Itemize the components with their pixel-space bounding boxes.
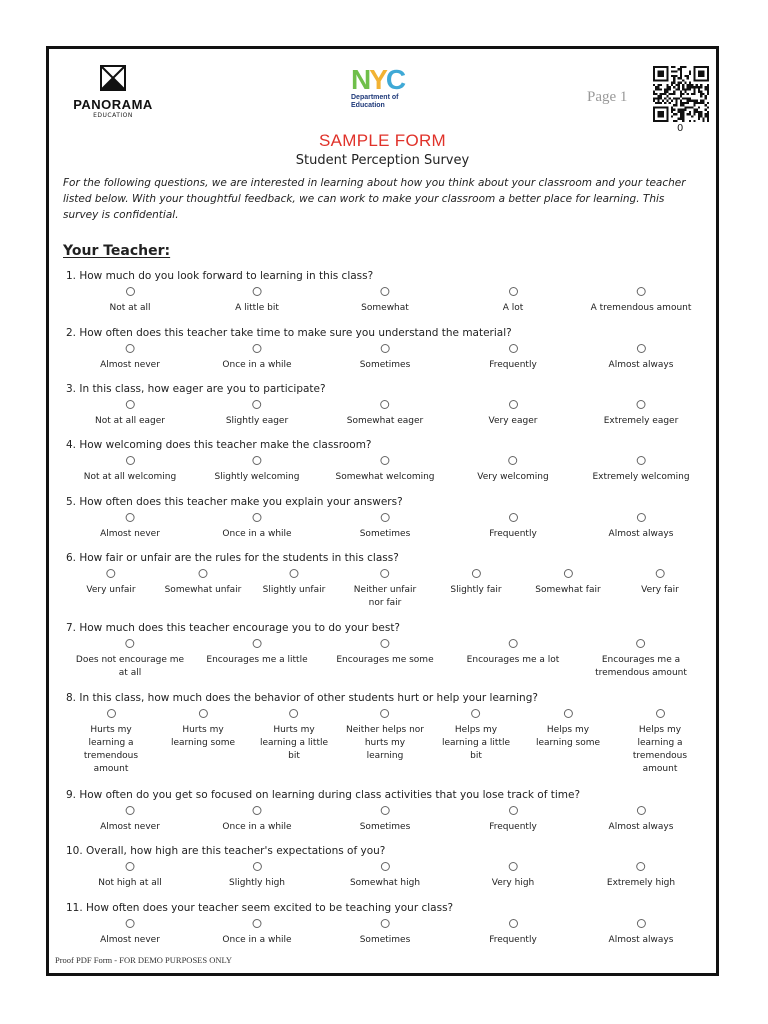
radio-button[interactable] — [252, 287, 261, 296]
answer-option[interactable] — [95, 915, 166, 947]
nyc-doe-logo — [351, 64, 405, 109]
radio-button[interactable] — [509, 513, 518, 522]
option-label: Almost never — [100, 822, 160, 832]
answer-option[interactable] — [344, 565, 426, 610]
answer-option[interactable] — [214, 915, 301, 947]
answer-option[interactable] — [344, 396, 426, 428]
option-label: Frequently — [489, 360, 537, 370]
answer-option[interactable] — [214, 340, 301, 372]
radio-button[interactable] — [637, 400, 646, 409]
radio-button[interactable] — [637, 456, 646, 465]
option-label: Almost never — [100, 935, 160, 945]
option-label: A lot — [502, 303, 524, 313]
panorama-mark-icon — [100, 65, 126, 91]
option-label: Once in a while — [222, 935, 292, 945]
answer-option[interactable] — [95, 509, 166, 541]
answer-option[interactable] — [81, 705, 141, 776]
option-label: Almost always — [608, 935, 674, 945]
answer-option[interactable] — [78, 565, 143, 597]
answer-option[interactable] — [216, 396, 298, 428]
option-label: Helps my learning some — [535, 725, 601, 748]
radio-button[interactable] — [253, 456, 262, 465]
option-label: Helps my learning a tremendous amount — [632, 725, 688, 774]
radio-button[interactable] — [637, 513, 646, 522]
radio-button[interactable] — [126, 862, 135, 871]
answer-option[interactable] — [95, 802, 166, 834]
answer-option[interactable] — [222, 283, 293, 315]
panorama-logo — [63, 65, 163, 119]
option-label: Neither helps nor hurts my learning — [345, 725, 425, 761]
option-label: Frequently — [489, 529, 537, 539]
answer-option[interactable] — [483, 509, 543, 541]
panorama-name: PANORAMA — [73, 97, 153, 112]
option-label: Not high at all — [98, 878, 162, 888]
form-subtitle: Student Perception Survey — [295, 153, 470, 168]
radio-button[interactable] — [107, 709, 116, 718]
radio-button[interactable] — [253, 344, 262, 353]
radio-button[interactable] — [471, 709, 480, 718]
answer-option[interactable] — [472, 452, 554, 484]
radio-button[interactable] — [564, 709, 573, 718]
answer-option[interactable] — [73, 452, 187, 484]
option-label: Slightly eager — [225, 416, 289, 426]
radio-button[interactable] — [637, 919, 646, 928]
option-label: Somewhat unfair — [164, 585, 242, 595]
question-6 — [66, 551, 706, 625]
answer-option[interactable] — [603, 340, 679, 372]
option-label: Very unfair — [86, 585, 136, 595]
answer-option[interactable] — [600, 858, 682, 890]
radio-button[interactable] — [509, 919, 518, 928]
answer-option[interactable] — [483, 802, 543, 834]
radio-button[interactable] — [289, 709, 298, 718]
radio-button[interactable] — [199, 569, 208, 578]
option-label: Almost always — [608, 529, 674, 539]
option-label: Extremely high — [606, 878, 676, 888]
answer-options — [66, 635, 706, 695]
nyc-letter-c: C — [385, 64, 405, 95]
answer-option[interactable] — [603, 509, 679, 541]
radio-button[interactable] — [509, 456, 518, 465]
question-text: 1. How much do you look forward to learning in this class? — [66, 270, 374, 282]
option-label: Encourages me a tremendous amount — [595, 655, 687, 678]
radio-button[interactable] — [381, 639, 390, 648]
option-label: Slightly unfair — [262, 585, 326, 595]
form-header — [49, 49, 716, 179]
answer-option[interactable] — [87, 858, 174, 890]
radio-button[interactable] — [253, 400, 262, 409]
radio-button[interactable] — [125, 400, 134, 409]
option-label: Not at all — [109, 303, 151, 313]
option-label: Sometimes — [359, 935, 411, 945]
option-label: Encourages me a lot — [466, 655, 560, 665]
radio-button[interactable] — [252, 639, 261, 648]
answer-option[interactable] — [438, 565, 514, 597]
option-label: Neither unfair nor fair — [353, 585, 417, 608]
option-label: Hurts my learning a tremendous amount — [83, 725, 139, 774]
radio-button[interactable] — [253, 919, 262, 928]
option-label: Sometimes — [359, 822, 411, 832]
answer-option[interactable] — [633, 565, 688, 597]
option-label: Almost always — [608, 822, 674, 832]
answer-option[interactable] — [592, 635, 690, 680]
question-7 — [66, 621, 706, 695]
answer-option[interactable] — [160, 565, 247, 597]
radio-button[interactable] — [381, 513, 390, 522]
answer-option[interactable] — [205, 452, 308, 484]
radio-button[interactable] — [509, 344, 518, 353]
answer-option[interactable] — [603, 915, 679, 947]
option-label: Sometimes — [359, 529, 411, 539]
answer-option[interactable] — [530, 565, 606, 597]
option-label: Sometimes — [359, 360, 411, 370]
radio-button[interactable] — [509, 806, 518, 815]
question-text: 10. Overall, how high are this teacher's expectations of you? — [66, 845, 386, 857]
page-number: Page 1 — [587, 89, 628, 105]
radio-button[interactable] — [509, 287, 518, 296]
option-label: Encourages me some — [336, 655, 434, 665]
answer-option[interactable] — [427, 705, 525, 763]
radio-button[interactable] — [125, 344, 134, 353]
option-label: Very high — [491, 878, 535, 888]
panorama-subname: EDUCATION — [93, 112, 133, 119]
question-text: 5. How often does this teacher make you explain your answers? — [66, 496, 403, 508]
radio-button[interactable] — [253, 862, 262, 871]
answer-option[interactable] — [603, 802, 679, 834]
answer-option[interactable] — [70, 635, 189, 680]
radio-button[interactable] — [381, 569, 390, 578]
option-label: Somewhat high — [349, 878, 421, 888]
answer-option[interactable] — [587, 283, 696, 315]
option-label: Slightly fair — [450, 585, 502, 595]
radio-button[interactable] — [564, 569, 573, 578]
answer-option[interactable] — [358, 340, 413, 372]
qr-code-icon — [653, 66, 709, 122]
nyc-letter-y: Y — [369, 64, 386, 95]
option-label: Almost always — [608, 360, 674, 370]
answer-option[interactable] — [530, 705, 606, 750]
answer-option[interactable] — [486, 858, 541, 890]
option-label: Hurts my learning a little bit — [259, 725, 329, 761]
question-text: 11. How often does your teacher seem excited to be teaching your class? — [66, 902, 454, 914]
option-label: Somewhat eager — [346, 416, 424, 426]
radio-button[interactable] — [637, 862, 646, 871]
answer-option[interactable] — [598, 396, 685, 428]
question-text: 9. How often do you get so focused on learning during class activities that you lose track of time? — [66, 789, 581, 801]
option-label: Somewhat welcoming — [335, 472, 435, 482]
option-label: A tremendous amount — [590, 303, 692, 313]
radio-button[interactable] — [381, 806, 390, 815]
option-label: Slightly high — [229, 878, 285, 888]
option-label: Frequently — [489, 822, 537, 832]
option-label: A little bit — [235, 303, 279, 313]
answer-option[interactable] — [347, 858, 423, 890]
radio-button[interactable] — [637, 806, 646, 815]
nyc-dept-line1: Department of — [351, 94, 399, 101]
answer-option[interactable] — [333, 452, 436, 484]
radio-button[interactable] — [125, 639, 134, 648]
answer-option[interactable] — [219, 858, 295, 890]
option-label: Not at all eager — [95, 416, 165, 426]
answer-options — [66, 915, 706, 975]
radio-button[interactable] — [381, 456, 390, 465]
nyc-dept-line2: Education — [351, 102, 385, 109]
answer-option[interactable] — [493, 283, 533, 315]
answer-option[interactable] — [195, 635, 320, 667]
answer-option[interactable] — [358, 915, 413, 947]
nyc-letter-n: N — [351, 64, 370, 95]
answer-option[interactable] — [214, 802, 301, 834]
option-label: Almost never — [100, 529, 160, 539]
option-label: Almost never — [100, 360, 160, 370]
radio-button[interactable] — [656, 569, 665, 578]
nyc-letters — [351, 64, 405, 95]
radio-button[interactable] — [656, 709, 665, 718]
radio-button[interactable] — [381, 400, 390, 409]
question-text: 2. How often does this teacher take time to make sure you understand the material? — [66, 327, 512, 339]
radio-button[interactable] — [509, 400, 518, 409]
question-8 — [66, 691, 706, 774]
radio-button[interactable] — [125, 806, 134, 815]
answer-option[interactable] — [336, 705, 434, 763]
option-label: Does not encourage me at all — [75, 655, 185, 678]
option-label: Helps my learning a little bit — [441, 725, 511, 761]
radio-button[interactable] — [126, 287, 135, 296]
radio-button[interactable] — [509, 639, 518, 648]
form-page — [46, 46, 719, 976]
radio-button[interactable] — [637, 344, 646, 353]
radio-button[interactable] — [253, 806, 262, 815]
answer-option[interactable] — [95, 340, 166, 372]
question-text: 7. How much does this teacher encourage you to do your best? — [66, 622, 401, 634]
option-label: Once in a while — [222, 360, 292, 370]
radio-button[interactable] — [125, 513, 134, 522]
option-label: Once in a while — [222, 822, 292, 832]
section-heading: Your Teacher: — [63, 243, 171, 259]
radio-button[interactable] — [126, 456, 135, 465]
answer-option[interactable] — [459, 635, 568, 667]
answer-option[interactable] — [483, 396, 543, 428]
answer-option[interactable] — [245, 705, 343, 763]
answer-option[interactable] — [214, 509, 301, 541]
radio-button[interactable] — [199, 709, 208, 718]
radio-button[interactable] — [381, 344, 390, 353]
answer-option[interactable] — [587, 452, 696, 484]
answer-option[interactable] — [358, 509, 413, 541]
radio-button[interactable] — [290, 569, 299, 578]
radio-button[interactable] — [253, 513, 262, 522]
radio-button[interactable] — [381, 862, 390, 871]
question-text: 6. How fair or unfair are the rules for the students in this class? — [66, 552, 399, 564]
radio-button[interactable] — [125, 919, 134, 928]
radio-button[interactable] — [380, 709, 389, 718]
option-label: Very eager — [488, 416, 538, 426]
answer-option[interactable] — [360, 283, 409, 315]
answer-option[interactable] — [100, 283, 160, 315]
radio-button[interactable] — [509, 862, 518, 871]
answer-option[interactable] — [630, 705, 690, 776]
answer-options — [66, 565, 706, 625]
option-label: Extremely eager — [603, 416, 679, 426]
answer-option[interactable] — [483, 340, 543, 372]
question-text: 8. In this class, how much does the behavior of other students hurt or help your learning? — [66, 692, 538, 704]
option-label: Slightly welcoming — [214, 472, 300, 482]
radio-button[interactable] — [472, 569, 481, 578]
radio-button[interactable] — [381, 919, 390, 928]
answer-option[interactable] — [358, 802, 413, 834]
answer-option[interactable] — [165, 705, 241, 750]
radio-button[interactable] — [636, 639, 645, 648]
answer-options — [66, 705, 706, 774]
footer-note: Proof PDF Form - FOR DEMO PURPOSES ONLY — [55, 955, 232, 965]
option-label: Very fair — [641, 585, 679, 595]
qr-number: 0 — [677, 123, 684, 134]
answer-option[interactable] — [483, 915, 543, 947]
radio-button[interactable] — [381, 287, 390, 296]
option-label: Frequently — [489, 935, 537, 945]
survey-intro: For the following questions, we are interested in learning about how you think about your classroom and your teacher listed below. With your thoughtful feedback, we can work to make your classroom a better place for learning. This survey is confidential. — [63, 177, 686, 221]
option-label: Very welcoming — [477, 472, 549, 482]
form-title: SAMPLE FORM — [318, 131, 447, 150]
option-label: Encourages me a little — [206, 655, 308, 665]
answer-option[interactable] — [251, 565, 338, 597]
option-label: Somewhat fair — [535, 585, 601, 595]
option-label: Not at all welcoming — [83, 472, 177, 482]
radio-button[interactable] — [637, 287, 646, 296]
answer-option[interactable] — [84, 396, 176, 428]
option-label: Somewhat — [361, 303, 409, 313]
option-label: Extremely welcoming — [592, 472, 690, 482]
option-label: Once in a while — [222, 529, 292, 539]
question-text: 3. In this class, how eager are you to participate? — [66, 383, 326, 395]
radio-button[interactable] — [106, 569, 115, 578]
question-text: 4. How welcoming does this teacher make the classroom? — [66, 439, 372, 451]
answer-option[interactable] — [333, 635, 436, 667]
option-label: Hurts my learning some — [170, 725, 236, 748]
